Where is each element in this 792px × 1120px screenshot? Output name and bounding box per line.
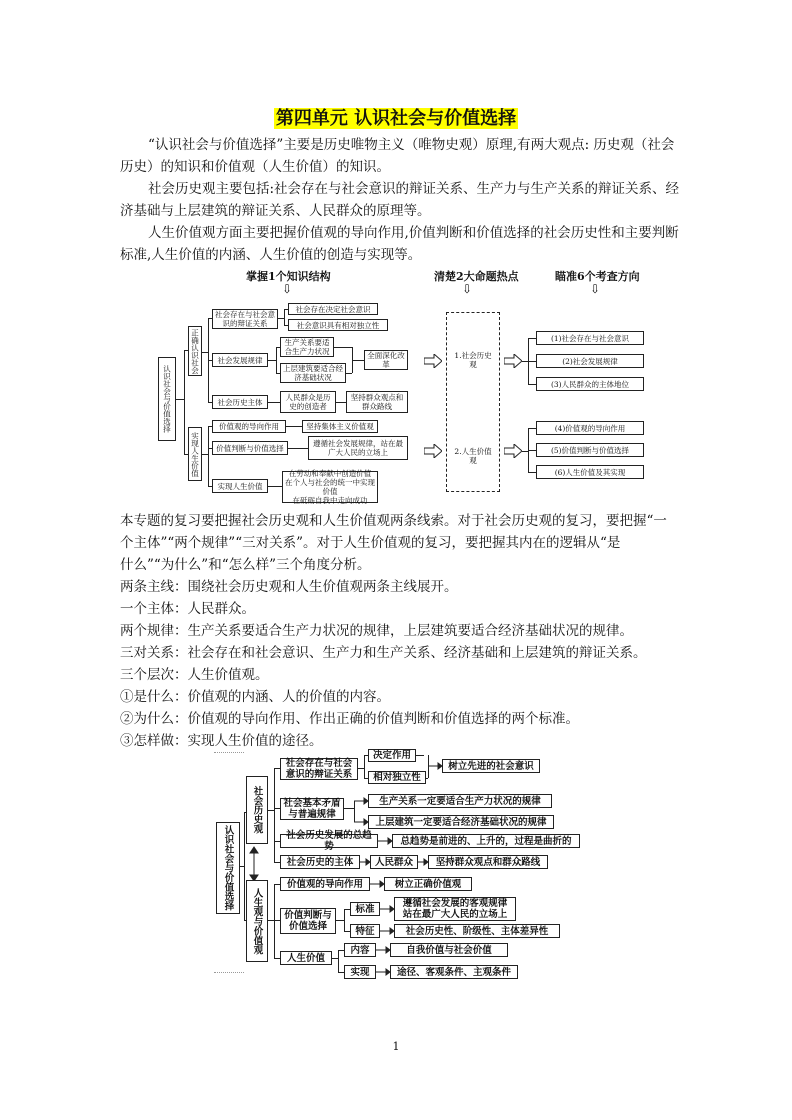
body-line: 三个层次：人生价值观。 — [120, 667, 269, 683]
arrow-right-icon — [418, 858, 428, 866]
d2-node-mass-line: 坚持群众观点和群众路线 — [428, 855, 548, 869]
arrow-right-icon — [376, 968, 390, 976]
d2-node-standard: 标准 — [350, 902, 380, 916]
d2-node-life-value: 人生价值 — [280, 951, 332, 965]
d1-node-existence-b: 社会意识具有相对独立性 — [288, 319, 388, 331]
down-arrow-icon: ⇩ — [590, 282, 601, 296]
intro-paragraph-1: “认识社会与价值选择”主要是历史唯物主义（唯物史观）原理,有两大观点: 历史观（社会历史）的知识和价值观（人生价值）的知识。 — [120, 137, 675, 175]
right-arrow-icon — [504, 354, 522, 368]
arrow-right-icon — [370, 880, 384, 888]
d2-node-realize: 实现 — [344, 965, 376, 979]
page-title: 第四单元 认识社会与价值选择 — [275, 108, 517, 129]
arrow-right-icon — [360, 858, 370, 866]
intro-paragraph-3: 人生价值观方面主要把握价值观的导向作用,价值判断和价值选择的社会历史性和主要判断标准,人生价值的内涵、人生价值的创造与实现等。 — [120, 225, 679, 263]
arrow-right-icon — [378, 837, 392, 845]
d1-node-law-a: 生产关系要适合生产力状况 — [280, 337, 334, 357]
d1-branch-value: 实现人生价值 — [188, 427, 202, 481]
double-arrow-icon — [248, 846, 260, 882]
d1-direction-5: (5)价值判断与价值选择 — [536, 443, 644, 457]
d2-node-judgment: 价值判断与价值选择 — [280, 908, 336, 934]
page-number: 1 — [392, 1040, 400, 1053]
down-arrow-icon: ⇩ — [282, 282, 293, 296]
arrow-right-icon — [354, 797, 368, 805]
body-line: ①是什么：价值观的内涵、人的价值的内容。 — [120, 689, 390, 705]
body-line: ③怎样做：实现人生价值的途径。 — [120, 733, 323, 749]
body-line: 本专题的复习要把握社会历史观和人生价值观两条线索。对于社会历史观的复习，要把握“一 — [120, 513, 667, 529]
body-line: 个主体”“两个规律”“三对关系”。对于人生价值观的复习，要把握其内在的逻辑从“是 — [120, 535, 621, 551]
d2-node-decisive: 决定作用 — [368, 749, 416, 762]
arrow-right-icon — [380, 927, 394, 935]
d1-direction-2: (2)社会发展规律 — [536, 354, 644, 368]
arrow-right-icon — [354, 818, 368, 826]
d2-node-feature: 特征 — [350, 924, 380, 938]
d2-node-feature-a: 社会历史性、阶级性、主体差异性 — [394, 924, 560, 938]
d2-node-guide-a: 树立正确价值观 — [384, 877, 472, 891]
d1-direction-1: (1)社会存在与社会意识 — [536, 331, 644, 345]
d1-hot-topic-1: 1.社会历史观 — [452, 348, 494, 372]
d1-node-subject: 社会历史主体 — [212, 395, 268, 409]
d2-root: 认识社会与价值选择 — [216, 822, 240, 914]
body-line: ②为什么：价值观的导向作用、作出正确的价值判断和价值选择的两个标准。 — [120, 711, 579, 727]
d1-node-guide-a: 坚持集体主义价值观 — [302, 420, 378, 433]
d1-node-realize-a: 在劳动和奉献中创造价值 在个人与社会的统一中实现价值 在砥砺自我中走向成功 — [282, 471, 378, 503]
right-arrow-icon — [504, 444, 522, 458]
d2-node-content: 内容 — [344, 943, 376, 957]
body-line: 三对关系：社会存在和社会意识、生产力和生产关系、经济基础和上层建筑的辩证关系。 — [120, 645, 647, 661]
d1-hot-topic-2: 2.人生价值观 — [452, 444, 494, 468]
d1-node-existence: 社会存在与社会意识的辩证关系 — [212, 309, 278, 329]
d2-left-value: 人生观与价值观 — [246, 880, 268, 962]
d2-node-advanced: 树立先进的社会意识 — [442, 759, 540, 773]
body-line: 什么”“为什么”和“怎么样”三个角度分析。 — [120, 557, 371, 573]
d2-node-independent: 相对独立性 — [368, 771, 426, 784]
d2-node-content-a: 自我价值与社会价值 — [390, 943, 508, 957]
d1-node-guide: 价值观的导向作用 — [212, 420, 286, 433]
body-line: 两条主线：围绕社会历史观和人生价值观两条主线展开。 — [120, 579, 458, 595]
d1-node-subject-a: 人民群众是历史的创造者 — [280, 391, 336, 413]
body-line: 两个规律：生产关系要适合生产力状况的规律，上层建筑要适合经济基础状况的规律。 — [120, 623, 633, 639]
d2-node-production-law: 生产关系一定要适合生产力状况的规律 — [368, 794, 552, 808]
d2-node-subject: 社会历史的主体 — [280, 855, 360, 869]
diagram-header-2: 清楚2大命题热点 — [434, 270, 519, 283]
arrow-right-icon — [376, 946, 390, 954]
d1-node-law: 社会发展规律 — [212, 353, 268, 367]
d2-node-contradiction: 社会基本矛盾与普遍规律 — [280, 798, 344, 820]
down-arrow-icon: ⇩ — [462, 282, 473, 296]
d2-node-realize-a: 途径、客观条件、主观条件 — [390, 965, 518, 979]
d1-node-judgment: 价值判断与价值选择 — [212, 441, 288, 455]
intro-paragraph-2: 社会历史观主要包括:社会存在与社会意识的辩证关系、生产力与生产关系的辩证关系、经济基础与上层建筑的辩证关系、人民群众的原理等。 — [120, 181, 680, 219]
d1-node-reform: 全面深化改革 — [364, 350, 408, 370]
d1-direction-4: (4)价值观的导向作用 — [536, 421, 644, 435]
d1-root: 认识社会与价值选择 — [158, 357, 176, 441]
diagram-header-3: 瞄准6个考查方向 — [555, 270, 640, 283]
d2-node-trend: 社会历史发展的总趋势 — [280, 834, 378, 848]
right-arrow-icon — [424, 354, 442, 368]
diagram-header-1: 掌握1个知识结构 — [246, 270, 331, 283]
right-arrow-icon — [424, 444, 442, 458]
d1-direction-6: (6)人生价值及其实现 — [536, 465, 644, 479]
d1-branch-society: 正确认识社会 — [188, 326, 202, 376]
d1-direction-3: (3)人民群众的主体地位 — [536, 377, 644, 391]
d2-node-existence: 社会存在与社会意识的辩证关系 — [280, 758, 358, 780]
d1-node-law-b: 上层建筑要适合经济基础状况 — [280, 363, 346, 383]
arrow-right-icon — [380, 905, 394, 913]
d2-node-people: 人民群众 — [370, 855, 418, 869]
d1-node-subject-b: 坚持群众观点和群众路线 — [346, 391, 408, 413]
d2-node-superstructure-law: 上层建筑一定要适合经济基础状况的规律 — [368, 815, 554, 829]
arrow-right-icon — [428, 762, 442, 770]
body-line: 一个主体：人民群众。 — [120, 601, 255, 617]
d2-left-history: 社会历史观 — [246, 776, 268, 844]
d2-node-trend-a: 总趋势是前进的、上升的，过程是曲折的 — [392, 834, 580, 848]
d1-node-judgment-a: 遵循社会发展规律，站在最广大人民的立场上 — [308, 436, 408, 460]
d1-node-existence-a: 社会存在决定社会意识 — [288, 303, 378, 315]
d1-node-realize: 实现人生价值 — [212, 479, 268, 493]
d2-node-standard-a: 遵循社会发展的客观规律 站在最广大人民的立场上 — [394, 897, 516, 921]
d2-node-guide: 价值观的导向作用 — [280, 877, 370, 891]
